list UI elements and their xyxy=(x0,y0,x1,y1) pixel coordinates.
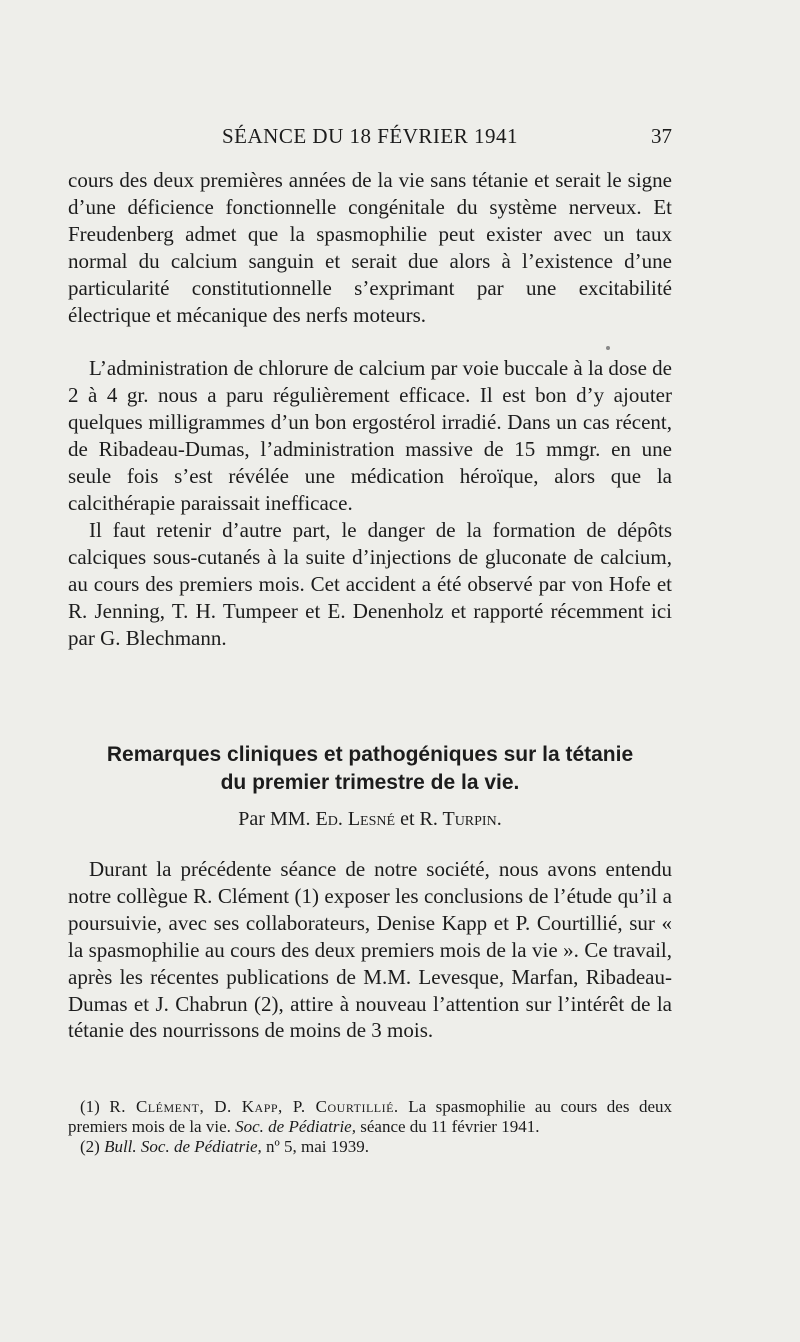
running-title: SÉANCE DU 18 FÉVRIER 1941 xyxy=(221,124,518,148)
author-name: Ed. Lesné xyxy=(315,808,396,830)
previous-article-text xyxy=(68,167,672,651)
running-header xyxy=(68,124,672,150)
paragraph: Durant la précédente séance de notre société, nous avons entendu notre collègue R. Clément (1) exposer les conclusions de l’étude qu’il a poursuivie, avec ses collaborateurs, Denise Kapp et P. Courtillié, sur « la spasmophilie au cours des deux premiers mois de la vie ». Ce travail, après les récentes publications de M.M. Levesque, Marfan, Ribadeau-Dumas et J. Chabrun (2), attire à nouveau l’attention sur l’intérêt de la tétanie des nourrissons de moins de 3 mois. xyxy=(68,857,672,1043)
print-speck xyxy=(606,346,610,350)
article-title-line: du premier trimestre de la vie. xyxy=(220,771,520,794)
paragraph: cours des deux premières années de la vie sans tétanie et serait le signe d’une déficience fonctionnelle congénitale du système nerveux. Et Freudenberg admet que la spasmophilie peut exister avec un taux normal du calcium sanguin et serait due alors à l’existence d’une particularité constitutionnelle s’exprimant par une excitabilité électrique et mécanique des nerfs moteurs. xyxy=(68,168,672,327)
byline-prefix: Par MM. xyxy=(238,808,311,830)
author-name: R. Turpin. xyxy=(419,808,502,830)
page-number: 37 xyxy=(651,124,672,148)
footnote-text: La spasmophilie au cours des deux premiers mois de la vie. xyxy=(68,1097,673,1136)
footnote-marker: (2) xyxy=(80,1137,100,1156)
footnote-marker: (1) xyxy=(80,1097,100,1116)
byline-conjunction: et xyxy=(400,808,415,830)
footnotes xyxy=(68,1097,672,1157)
byline xyxy=(68,808,672,831)
footnote-journal: Bull. Soc. de Pédiatrie, xyxy=(104,1137,262,1156)
footnote-journal: Soc. de Pédiatrie, xyxy=(235,1117,356,1136)
article-title-line: Remarques cliniques et pathogéniques sur la tétanie xyxy=(106,743,634,766)
footnote-text: nº 5, mai 1939. xyxy=(266,1137,370,1156)
paragraph: L’administration de chlorure de calcium par voie buccale à la dose de 2 à 4 gr. nous a paru régulièrement efficace. Il est bon d’y ajouter quelques milligrammes d’un bon ergostérol irradié. Dans un cas récent, de Ribadeau-Dumas, l’administration massive de 15 mmgr. en une seule fois s’est révélée une médication héroïque, alors que la calcithérapie paraissait inefficace. xyxy=(68,356,672,515)
footnote-authors: R. Clément, D. Kapp, P. Courtillié. xyxy=(109,1097,399,1116)
article-text xyxy=(68,856,672,1044)
paragraph: Il faut retenir d’autre part, le danger de la formation de dépôts calciques sous-cutanés à la suite d’injections de gluconate de calcium, au cours des premiers mois. Cet accident a été observé par von Hofe et R. Jenning, T. H. Tumpeer et E. Denenholz et rapporté récemment ici par G. Blechmann. xyxy=(68,517,672,650)
footnote-text: séance du 11 février 1941. xyxy=(360,1117,540,1136)
article-title xyxy=(68,741,672,797)
footnote xyxy=(68,1137,672,1157)
footnote xyxy=(68,1097,672,1137)
